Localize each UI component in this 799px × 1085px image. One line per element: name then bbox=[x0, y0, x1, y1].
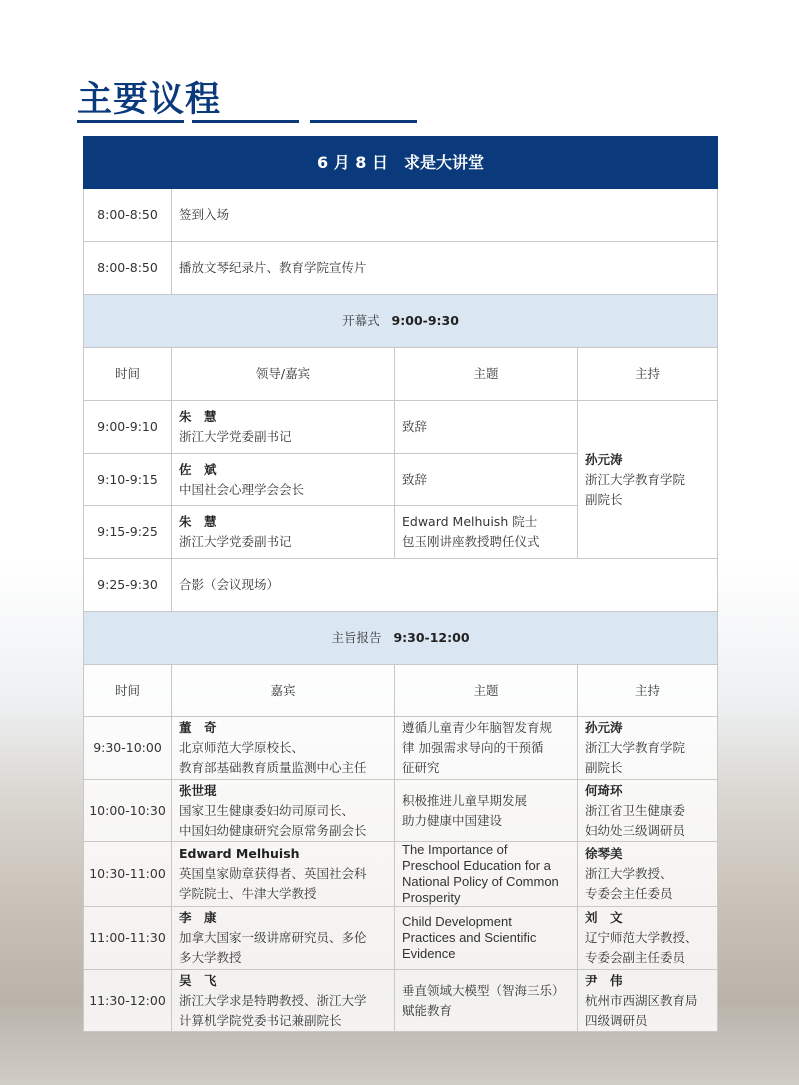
guest-role: 浙江大学求是特聘教授、浙江大学 bbox=[179, 992, 367, 1008]
title-underline bbox=[192, 120, 299, 123]
guest-name: Edward Melhuish bbox=[179, 846, 300, 861]
title-underline bbox=[310, 120, 417, 123]
topic-line: Child Development bbox=[402, 914, 512, 929]
guest-role: 中国妇幼健康研究会原常务副会长 bbox=[179, 822, 367, 838]
guest-name: 佐 斌 bbox=[179, 461, 217, 477]
guest-role: 计算机学院党委书记兼副院长 bbox=[179, 1012, 342, 1028]
item-cell: 签到入场 bbox=[172, 189, 718, 242]
host-cell bbox=[578, 401, 718, 559]
guest-role: 教育部基础教育质量监测中心主任 bbox=[179, 760, 367, 775]
time-cell: 10:30-11:00 bbox=[84, 842, 172, 907]
host-role: 浙江大学教育学院 bbox=[585, 740, 686, 755]
section-time: 9:00-9:30 bbox=[391, 313, 459, 328]
guest-cell bbox=[172, 842, 395, 907]
time-cell: 9:15-9:25 bbox=[84, 506, 172, 559]
col-header: 主持 bbox=[578, 348, 718, 401]
host-role: 四级调研员 bbox=[585, 1012, 648, 1028]
guest-name: 张世琨 bbox=[179, 782, 217, 798]
section-label: 开幕式 bbox=[342, 313, 380, 328]
table-row bbox=[84, 717, 718, 780]
host-cell bbox=[578, 907, 718, 970]
host-name: 刘 文 bbox=[585, 910, 623, 925]
guest-role: 国家卫生健康委妇幼司原司长、 bbox=[179, 802, 355, 818]
guest-name: 李 康 bbox=[179, 910, 217, 925]
time-cell: 9:10-9:15 bbox=[84, 454, 172, 506]
guest-role: 浙江大学党委副书记 bbox=[179, 429, 292, 444]
time-cell: 11:30-12:00 bbox=[84, 970, 172, 1032]
topic-cell bbox=[395, 970, 578, 1032]
guest-name: 朱 慧 bbox=[179, 514, 217, 529]
topic-line: 垂直领域大模型（智海三乐） bbox=[402, 982, 565, 998]
topic-line: 积极推进儿童早期发展 bbox=[402, 792, 528, 808]
guest-cell bbox=[172, 970, 395, 1032]
topic-cell bbox=[395, 842, 578, 907]
guest-cell bbox=[172, 907, 395, 970]
section-band-opening bbox=[84, 295, 718, 348]
column-headers bbox=[84, 665, 718, 717]
guest-role: 英国皇家勋章获得者、英国社会科 bbox=[179, 866, 367, 881]
guest-cell bbox=[172, 506, 395, 559]
table-row bbox=[84, 242, 718, 295]
col-header: 嘉宾 bbox=[172, 665, 395, 717]
day-header: 6 月 8 日 求是大讲堂 bbox=[84, 137, 718, 189]
col-header: 主题 bbox=[395, 348, 578, 401]
host-cell bbox=[578, 842, 718, 907]
guest-role: 中国社会心理学会会长 bbox=[179, 481, 305, 497]
host-role: 浙江大学教授、 bbox=[585, 866, 673, 881]
topic-cell bbox=[395, 780, 578, 842]
table-row bbox=[84, 401, 718, 454]
table-row bbox=[84, 842, 718, 907]
host-role: 副院长 bbox=[585, 491, 623, 507]
host-name: 何琦环 bbox=[585, 782, 623, 798]
table-row bbox=[84, 970, 718, 1032]
topic-cell bbox=[395, 717, 578, 780]
item-cell: 播放文琴纪录片、教育学院宣传片 bbox=[172, 242, 718, 295]
host-role: 浙江省卫生健康委 bbox=[585, 802, 686, 818]
host-role: 专委会副主任委员 bbox=[585, 950, 686, 965]
col-header: 时间 bbox=[84, 665, 172, 717]
col-header: 主题 bbox=[395, 665, 578, 717]
guest-name: 吴 飞 bbox=[179, 972, 217, 988]
guest-cell bbox=[172, 401, 395, 454]
guest-role: 北京师范大学原校长、 bbox=[179, 740, 305, 755]
topic-cell bbox=[395, 907, 578, 970]
title-underline bbox=[77, 120, 184, 123]
topic-line: Evidence bbox=[402, 946, 456, 961]
item-cell: 合影（会议现场） bbox=[172, 559, 718, 612]
topic-cell: 致辞 bbox=[395, 401, 578, 454]
host-role: 浙江大学教育学院 bbox=[585, 471, 686, 487]
topic-line: Edward Melhuish 院士 bbox=[402, 514, 538, 529]
host-role: 妇幼处三级调研员 bbox=[585, 822, 686, 838]
topic-cell: 致辞 bbox=[395, 454, 578, 506]
time-cell: 8:00-8:50 bbox=[84, 189, 172, 242]
section-label: 主旨报告 bbox=[331, 630, 382, 645]
time-cell: 8:00-8:50 bbox=[84, 242, 172, 295]
column-headers bbox=[84, 348, 718, 401]
table-row bbox=[84, 907, 718, 970]
table-row bbox=[84, 559, 718, 612]
topic-line: 律 加强需求导向的干预循 bbox=[402, 740, 544, 755]
host-name: 孙元涛 bbox=[585, 720, 623, 735]
table-row bbox=[84, 189, 718, 242]
host-role: 专委会主任委员 bbox=[585, 886, 673, 901]
topic-line: 赋能教育 bbox=[402, 1002, 453, 1018]
col-header: 主持 bbox=[578, 665, 718, 717]
guest-role: 加拿大国家一级讲席研究员、多伦 bbox=[179, 930, 367, 945]
time-cell: 9:30-10:00 bbox=[84, 717, 172, 780]
topic-line: National Policy of Common bbox=[402, 874, 559, 889]
topic-line: The Importance of bbox=[402, 842, 508, 857]
guest-role: 多大学教授 bbox=[179, 950, 242, 965]
time-cell: 11:00-11:30 bbox=[84, 907, 172, 970]
page-title: 主要议程 bbox=[77, 80, 222, 120]
topic-line: Prosperity bbox=[402, 890, 461, 905]
topic-line: 助力健康中国建设 bbox=[402, 812, 503, 828]
table-row bbox=[84, 780, 718, 842]
guest-cell bbox=[172, 454, 395, 506]
host-role: 辽宁师范大学教授、 bbox=[585, 930, 698, 945]
topic-line: Preschool Education for a bbox=[402, 858, 551, 873]
topic-cell bbox=[395, 506, 578, 559]
host-name: 徐琴美 bbox=[585, 846, 623, 861]
guest-role: 学院院士、牛津大学教授 bbox=[179, 886, 317, 901]
col-header: 领导/嘉宾 bbox=[172, 348, 395, 401]
guest-cell bbox=[172, 717, 395, 780]
topic-line: 包玉刚讲座教授聘任仪式 bbox=[402, 534, 540, 549]
section-band-keynote bbox=[84, 612, 718, 665]
topic-line: 遵循儿童青少年脑智发育规 bbox=[402, 720, 553, 735]
guest-cell bbox=[172, 780, 395, 842]
guest-name: 董 奇 bbox=[179, 720, 217, 735]
host-cell bbox=[578, 717, 718, 780]
host-role: 杭州市西湖区教育局 bbox=[585, 992, 698, 1008]
host-cell bbox=[578, 970, 718, 1032]
agenda-table bbox=[83, 136, 718, 1032]
host-cell bbox=[578, 780, 718, 842]
host-name: 孙元涛 bbox=[585, 451, 623, 467]
time-cell: 9:00-9:10 bbox=[84, 401, 172, 454]
host-role: 副院长 bbox=[585, 760, 623, 775]
time-cell: 9:25-9:30 bbox=[84, 559, 172, 612]
topic-line: Practices and Scientific bbox=[402, 930, 537, 945]
time-cell: 10:00-10:30 bbox=[84, 780, 172, 842]
section-time: 9:30-12:00 bbox=[393, 630, 470, 645]
guest-role: 浙江大学党委副书记 bbox=[179, 534, 292, 549]
col-header: 时间 bbox=[84, 348, 172, 401]
host-name: 尹 伟 bbox=[585, 972, 623, 988]
topic-line: 征研究 bbox=[402, 760, 440, 775]
guest-name: 朱 慧 bbox=[179, 409, 217, 424]
